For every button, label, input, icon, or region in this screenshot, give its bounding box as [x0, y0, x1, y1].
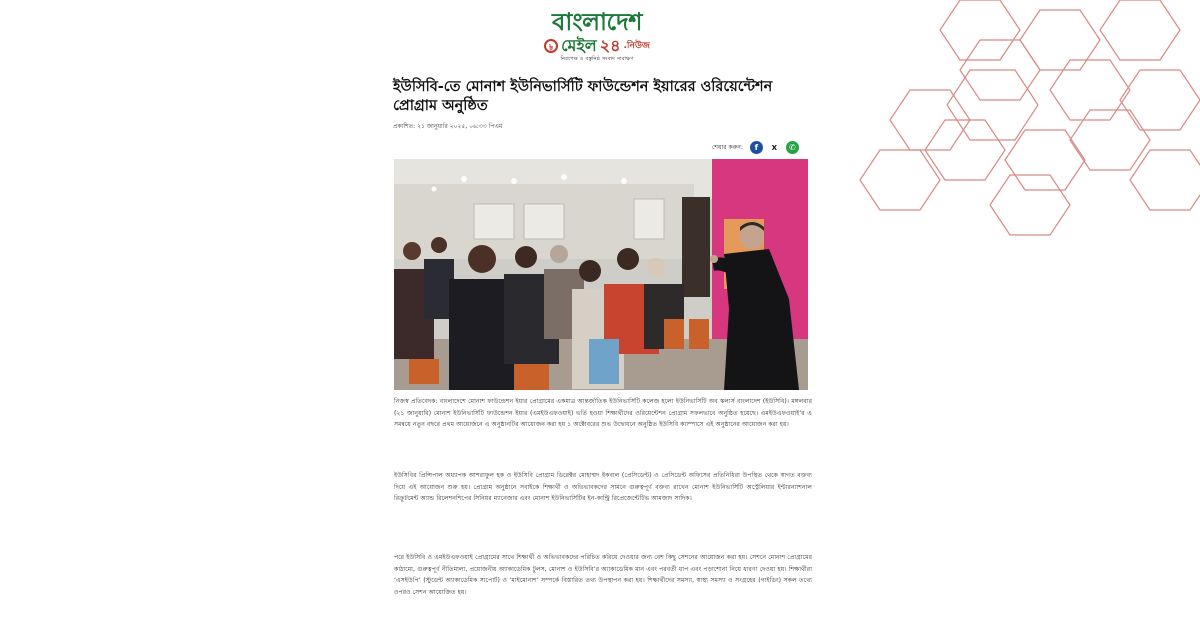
- logo-title: বাংলাদেশ: [552, 7, 642, 36]
- article-paragraph-1: নিজস্ব প্রতিবেদক: বাংলাদেশে মোনাশ ফাউন্ডেশন ইয়ার প্রোগ্রামের একমাত্র আন্তর্জাতিক ইউনিভার্সিটি কলেজ হলো ইউনিভার্সিটি অব স্কলার্স বাংলাদেশ (ইউসিবি)। মঙ্গলবার (২১ জানুয়ারি) মোনাশ ইউনিভার্সিটি ফাউন্ডেশন ইয়ার (এমইউএফওয়াই) ভর্তি হওয়া শিক্ষার্থীদের ওরিয়েন্টেশন প্রোগ্রাম সফলভাবে অনুষ্ঠিত হয়েছে। এমইউএফওয়াই’র এ সমন্বয়ে নতুন বছরে প্রথম আয়োজনে এ অনুষ্ঠানটির আয়োজন করা হয় ১ অক্টোবরের শুভ উদ্বোধনে অনুষ্ঠিত ইউসিবি ক্যাম্পাসে এই অনুষ্ঠানের আয়োজন করা হয়।: [394, 398, 812, 429]
- logo-mail-text: মেইল: [561, 36, 597, 55]
- logo-number-text: ২৪: [599, 36, 621, 55]
- logo-suffix-text: .নিউজ: [623, 41, 650, 51]
- article-headline: ইউসিবি-তে মোনাশ ইউনিভার্সিটি ফাউন্ডেশন ইয়ারের ওরিয়েন্টেশন প্রোগ্রাম অনুষ্ঠিত: [393, 79, 773, 114]
- logo-subtitle-row: [522, 37, 672, 55]
- whatsapp-share-icon[interactable]: ✆: [786, 141, 799, 154]
- publish-date: প্রকাশিত: ২১ জানুয়ারি ২০২৫, ০৬:৩৩ পিএম: [393, 123, 503, 130]
- facebook-share-icon[interactable]: f: [750, 141, 763, 154]
- article-paragraph-2: ইউসিবির প্রিন্সিপাল অধ্যাপক আশরাফুল হক ও ইউসিবি প্রোগ্রাম ডিরেক্টর মোহাম্মদ ইকবাল (প্রেসিডেন্ট) ও প্রেসিডেন্ট অফিসের প্রতিনিধিরা উপস্থিত থেকে স্বাগত বক্তব্য দিয়ে এই আয়োজন শুরু হয়। প্রোগ্রাম অনুষ্ঠানে সবাইকে শিক্ষার্থী ও অভিভাবকদের সামনে গুরুত্বপূর্ণ বক্তব্য রাখেন মোনাশ ইউনিভার্সিটি অস্ট্রেলিয়ার ইন্টারন্যাশনাল রিক্রুটমেন্ট অ্যান্ড রিলেশনশিপের সিনিয়র ম্যানেজার এবং মোনাশ ইউনিভার্সিটির ইন-কান্ট্রি রিপ্রেজেন্টেটিভ আমজাদ সাদিক।: [394, 472, 812, 503]
- logo-tagline: নিরপেক্ষ ও বস্তুনিষ্ঠ সংবাদ সারাক্ষণ: [560, 56, 634, 62]
- orientation-event-photo: [394, 159, 808, 390]
- hexagon-outlines: [860, 0, 1200, 235]
- share-bar: [712, 141, 799, 154]
- hexagon-pattern-decoration: [850, 0, 1200, 240]
- logo-circle-icon: ৳: [544, 39, 558, 53]
- article-photo: [394, 159, 808, 390]
- share-label: শেয়ার করুন:: [712, 144, 743, 151]
- site-logo[interactable]: [522, 8, 672, 68]
- x-share-icon[interactable]: X: [768, 141, 781, 154]
- article-paragraph-3: পরে ইউসিবি ও এমইউএফওয়াই প্রোগ্রামের সাথে শিক্ষার্থী ও অভিভাবকদের পরিচিত করিয়ে দেওয়ার জন্য বেশ কিছু সেশনের আয়োজন করা হয়। সেশনে মোনাশ প্রোগ্রামের কাঠামো, গুরুত্বপূর্ণ নীতিমালা, প্রয়োজনীয় অ্যাকাডেমিক টুলস, মোনাশ ও ইউসিবি’র অ্যাকাডেমিক মান এবং পরবর্তী ধাপ এবং পড়াশোনা নিয়ে ধারণা দেওয়া হয়। শিক্ষার্থীরা ‘এসইউপি’ (স্টুডেন্ট অ্যাকাডেমিক সাপোর্ট) ও ‘মাইমোনাশ’ সম্পর্কে বিস্তারিত তথ্য উপস্থাপন করা হয়। শিক্ষার্থীদের সমস্যা, স্বাস্থ্য সমস্যা ও সংগ্রহের (গাইডিং) সকল তথ্যে ওপরও সেশন আয়োজিত হয়।: [394, 554, 812, 596]
